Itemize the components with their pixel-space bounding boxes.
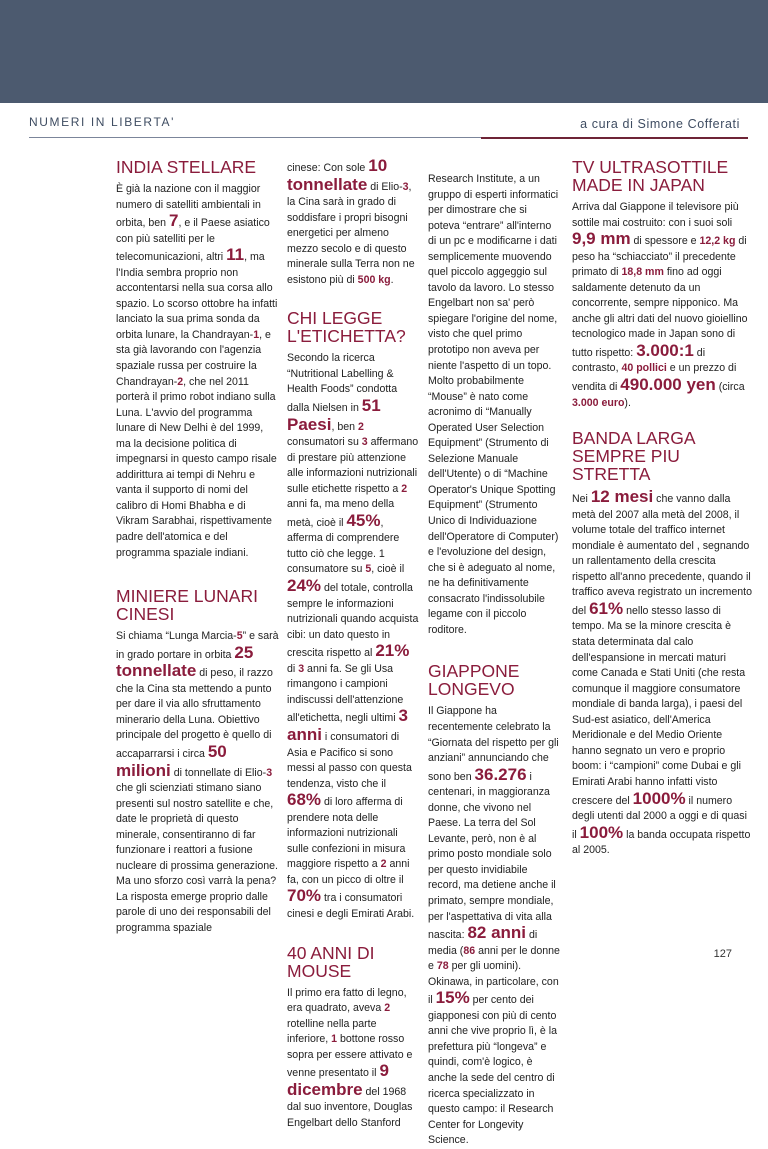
article-miniere	[116, 587, 280, 936]
article-body: Si chiama “Lunga Marcia-5” e sarà in grado portare in orbita 25 tonnellate di peso, il razzo che la Cina sta mettendo a punto per dare il via allo sfruttamento minerario della Luna. Obiettivo principale del progetto è quello di accaparrarsi i circa 50 milioni di tonnellate di Elio-3 che gli scienziati stimano siano presenti sul nostro satellite e che, date le proprietà di questo minerale, consentiranno di far funzionare i reattori a fusione nucleare di prossima generazione. Ma uno sforzo così varrà la pena? La risposta emerge proprio dalle parole di uno dei responsabili del programma spaziale	[116, 630, 279, 934]
column-1	[116, 158, 280, 937]
article-title: GIAPPONE LONGEVO	[428, 661, 520, 700]
article-body: Arriva dal Giappone il televisore più sottile mai costruito: con i suoi soli 9,9 mm di spessore e 12,2 kg di peso ha “schiacciato” il precedente primato di 18,8 mm fino ad oggi saldamente detenuto da un concorrente, sempre nipponico. Ma anche gli altri dati del nuovo gioiellino tecnologico made in Japan sono di tutto rispetto: 3.000:1 di contrasto, 40 pollici e un prezzo di vendita di 490.000 yen (circa 3.000 euro).	[572, 201, 748, 409]
article-body: Research Institute, a un gruppo di esperti informatici per dimostrare che si poteva “entrare” all'interno di un pc e modificarne i dati semplicemente muovendo quel piccolo aggeggio sul tavolo da lavoro. Lo stesso Engelbart non sa' però spiegare l'origine del nome, visto che quel primo prototipo non aveva per niente l'aspetto di un topo. Molto probabilmente “Mouse” è nato come acronimo di “Manually Operated User Selection Equipment” (Strumento di Selezione Manuale dell'Utente) o di “Machine Operator's Unique Spotting Equipment” (Strumento Unico di Individuazione dell'Operatore di Computer) e l'evoluzione del design, che si è adeguato al nome, ne ha definitivamente consacrato l'indissolubile legame con il piccolo roditore.	[428, 173, 559, 636]
article-banda	[572, 429, 752, 859]
accent-rule	[481, 137, 748, 139]
article-body: Il Giappone ha recentemente celebrato la “Giornata del rispetto per gli anziani” annunciando che sono ben 36.276 i centenari, in maggioranza donne, che vivono nel Paese. La terra del Sol Levante, però, non è al primo posto mondiale solo per questo invidiabile record, ma detiene anche il primato, sempre mondiale, per l'aspettativa di vita alla nascita: 82 anni di media (86 anni per le donne e 78 per gli uomini). Okinawa, in particolare, con il 15% per cento dei giapponesi con più di cento anni che vive proprio lì, è la prefettura più “longeva” e quindi, com'è logico, è anche la sede del centro di ricerca specializzato in questo campo: il Research Center for Longevity Science.	[428, 705, 560, 1147]
article-body: Secondo la ricerca “Nutritional Labelling & Health Foods” condotta dalla Nielsen in 51 Paesi, ben 2 consumatori su 3 affermano di prestare più attenzione alle informazioni nutrizionali sulle etichette rispetto a 2 anni fa, ma meno della metà, cioè il 45%, afferma di comprendere tutto ciò che legge. 1 consumatore su 5, cioè il 24% del totale, controlla sempre le informazioni nutrizionali quando acquista cibi: un dato questo in crescita rispetto al 21% di 3 anni fa. Se gli Usa rimangono i campioni indiscussi dell'attenzione all'etichetta, negli ultimi 3 anni i consumatori di Asia e Pacifico si sono messi al passo con questa tendenza, visto che il 68% di loro afferma di prendere nota delle informazioni nutrizionali sulle confezioni in misura maggiore rispetto a 2 anni fa, con un picco di oltre il 70% tra i consumatori cinesi e degli Emirati Arabi.	[287, 352, 419, 920]
article-title: CHI LEGGE L'ETICHETTA?	[287, 308, 406, 347]
header-band	[0, 0, 768, 103]
article-body: Il primo era fatto di legno, era quadrato, aveva 2 rotelline nella parte inferiore, 1 bottone rosso sopra per essere attivato e venne presentato il 9 dicembre del 1968 dal suo inventore, Douglas Engelbart dello Stanford	[287, 986, 413, 1129]
article-title: TV ULTRASOTTILE MADE IN JAPAN	[572, 157, 729, 195]
article-title: BANDA LARGA SEMPRE PIU STRETTA	[572, 428, 695, 485]
article-title: 40 ANNI DI MOUSE	[287, 942, 375, 981]
article-etichetta	[287, 309, 419, 922]
curator-credit: a cura di Simone Cofferati	[580, 117, 740, 131]
column-4	[572, 158, 752, 859]
article-miniere-continued	[287, 158, 419, 288]
article-tv	[572, 158, 752, 411]
column-2	[287, 158, 419, 1131]
article-mouse	[287, 944, 419, 1132]
divider-rule	[29, 137, 481, 138]
article-body: È già la nazione con il maggior numero di satelliti ambientali in orbita, ben 7, e il Paese asiatico con più satelliti per le telecomunicazioni, altri 11, ma l'India sembra proprio non accontentarsi nella sua corsa allo spazio. Lo scorso ottobre ha infatti lanciato la sua prima sonda da orbita lunare, la Chandrayan-1, e sta già lavorando con l'agenzia spaziale russa per costruire la Chandrayan-2, che nel 2011 porterà il primo robot indiano sulla Luna. L'avvio del programma lunare di New Delhi è del 1999, ma la decisione politica di impegnarsi in questo campo risale addirittura ai tempi di Nehru e vanta il supporto di nomi del calibro di Homi Bhabha e di Vikram Sarabhai, rispettivamente padre dell'atomica e del programma spaziale indiani.	[116, 183, 278, 559]
rubric-title: NUMERI IN LIBERTA'	[29, 115, 175, 129]
article-title: MINIERE LUNARI CINESI	[116, 586, 258, 625]
article-body: cinese: Con sole 10 tonnellate di Elio-3, la Cina sarà in grado di soddisfare i propri bisogni energetici per almeno mezzo secolo e di questo minerale sulla Terra non ne esistono più di 500 kg.	[287, 156, 415, 286]
title-row	[0, 103, 768, 153]
article-mouse-continued	[428, 172, 561, 638]
column-3	[428, 158, 561, 1149]
article-india	[116, 158, 280, 561]
article-title: INDIA STELLARE	[116, 157, 257, 177]
article-giappone	[428, 662, 561, 1148]
page-number: 127	[713, 948, 732, 960]
article-body: Nei 12 mesi che vanno dalla metà del 2007 alla metà del 2008, il volume totale del traffico internet mondiale è aumentato del , segnando un rallentamento della crescita rispetto all'anno precedente, quando il traffico aveva registrato un incremento del 61% nello stesso lasso di tempo. Ma se la minore crescita è stata determinata dal calo dell'espansione in mercati maturi come Canada e Stati Uniti (che resta comunque il maggiore consumatore mondiale di banda larga), i paesi del Sud-est asiatico, dell'America Meridionale e del Medio Oriente hanno segnato un vero e proprio boom: i “campioni” come Dubai e gli Emirati Arabi hanno infatti visto crescere del 1000% il numero degli utenti dal 2000 a oggi e di quasi il 100% la banda occupata rispetto al 2005.	[572, 487, 752, 857]
